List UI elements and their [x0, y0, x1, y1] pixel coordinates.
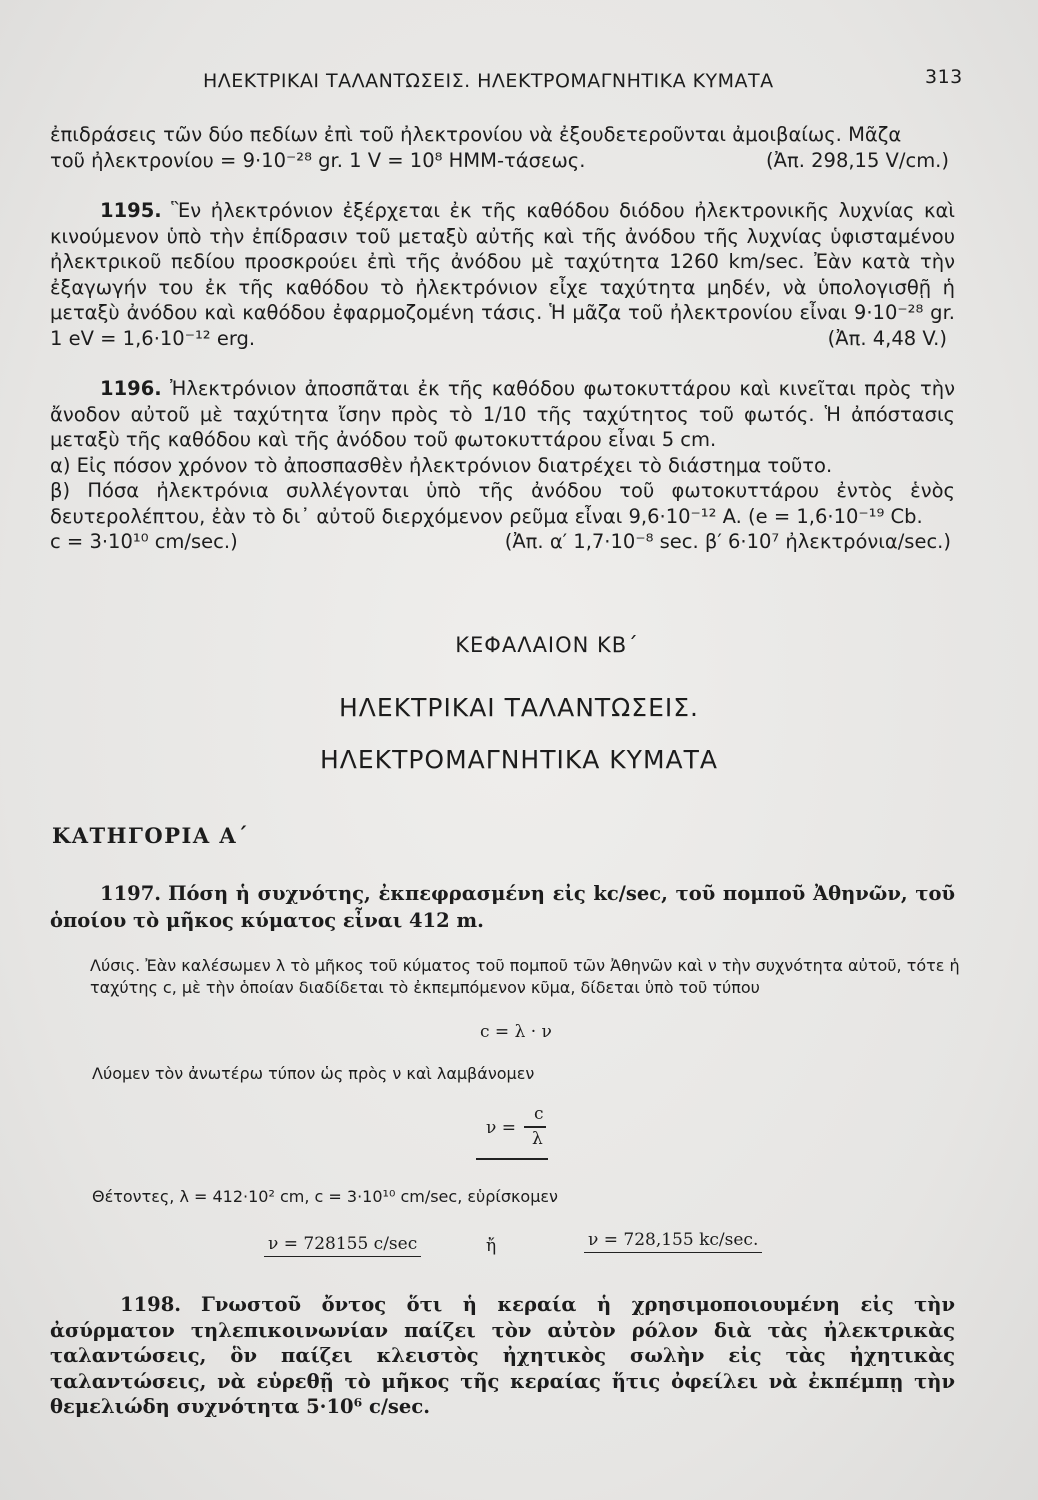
problem-text-1197: Πόση ἡ συχνότης, ἐκπεφρασμένη εἰς kc/sec, τοῦ πομποῦ Ἀθηνῶν, τοῦ ὁποίου τὸ μῆκος κύματος εἶναι 412 m. [50, 882, 956, 932]
formula-c-lambda-nu: c = λ · ν [480, 1022, 552, 1042]
result-c-per-sec [264, 1234, 421, 1254]
problem-text-1196: Ἠλεκτρόνιον ἀποσπᾶται ἐκ τῆς καθόδου φωτοκυττάρου καὶ κινεῖται πρὸς τὴν ἄνοδον αὐτοῦ μὲ ταχύτητα ἴσην πρὸς τὸ 1/10 τῆς ταχύτητος τοῦ φωτός. Ἡ ἀπόστασις μεταξὺ τῆς καθόδου καὶ τῆς ἀνόδου τοῦ φωτοκυττάρου εἶναι 5 cm. [50, 377, 956, 451]
result-kc-per-sec-value: ν = 728,155 kc/sec. [584, 1230, 762, 1253]
fraction-lhs: ν = [486, 1118, 516, 1138]
solution-text: Ἐὰν καλέσωμεν λ τὸ μῆκος τοῦ κύματος τοῦ πομποῦ τῶν Ἀθηνῶν καὶ ν τὴν συχνότητα αὐτοῦ, τότε ἡ ταχύτης c, μὲ τὴν ὁποίαν διαδίδεται τὸ ἐκπεμπόμενον κῦμα, δίδεται ὑπὸ τοῦ τύπου [90, 956, 960, 997]
or-word: ἤ [486, 1236, 497, 1256]
problem-constants-1196: c = 3·10¹⁰ cm/sec.) [50, 530, 238, 553]
problem-number-1198: 1198. [120, 1293, 182, 1316]
problem-answer-1195: (Ἀπ. 4,48 V.) [827, 326, 947, 350]
fraction-underline [476, 1158, 548, 1160]
problem-1197 [50, 880, 955, 934]
problem-number-1197: 1197. [100, 882, 162, 905]
solve-instruction: Λύομεν τὸν ἀνωτέρω τύπον ὡς πρὸς ν καὶ λαμβάνομεν [92, 1064, 535, 1083]
problem-number-1196: 1196. [100, 377, 162, 400]
fraction-nu-c-over-lambda [480, 1104, 650, 1160]
header-title: ΗΛΕΚΤΡΙΚΑΙ ΤΑΛΑΝΤΩΣΕΙΣ. ΗΛΕΚΤΡΟΜΑΓΝΗΤΙΚΑ ΚΥΜΑΤΑ [203, 70, 774, 92]
result-kc-per-sec [584, 1230, 762, 1250]
problem-text-1195: Ἓν ἠλεκτρόνιον ἐξέρχεται ἐκ τῆς καθόδου διόδου ἠλεκτρονικῆς λυχνίας καὶ κινούμενον ὑπὸ τὴν ἐπίδρασιν τοῦ μεταξὺ αὐτῆς καὶ τῆς ἀνόδου τῆς λυχνίας ὑφισταμένου ἠλεκτρικοῦ πεδίου προσκρούει ἐπὶ τῆς ἀνόδου μὲ ταχύτητα 1260 km/sec. Ἐὰν κατὰ τὴν ἐξαγωγήν του ἐκ τῆς καθόδου τὸ ἠλεκτρόνιον εἶχε ταχύτητα μηδέν, νὰ ὑπολογισθῇ ἡ μεταξὺ ἀνόδου καὶ καθόδου ἐφαρμοζομένη τάσις. Ἡ μᾶζα τοῦ ἠλεκτρονίου εἶναι 9·10⁻²⁸ gr. 1 eV = 1,6·10⁻¹² erg. [50, 199, 955, 350]
page-number: 313 [925, 66, 963, 88]
problem-1195 [50, 198, 955, 351]
intro-line-2: τοῦ ἠλεκτρονίου = 9·10⁻²⁸ gr. 1 V = 10⁸ ΗΜΜ-τάσεως. [50, 148, 586, 172]
problem-1196 [50, 376, 955, 555]
problem-part-a-1196: α) Εἰς πόσον χρόνον τὸ ἀποσπασθὲν ἠλεκτρόνιον διατρέχει τὸ διάστημα τοῦτο. [50, 453, 833, 477]
fraction-bar [524, 1126, 546, 1128]
fraction-denominator: λ [532, 1129, 543, 1149]
problem-number-1195: 1195. [100, 199, 162, 222]
chapter-label: ΚΕΦΑΛΑΙΟΝ ΚΒ΄ [455, 633, 639, 657]
substitution-text: Θέτοντες, λ = 412·10² cm, c = 3·10¹⁰ cm/sec, εὑρίσκομεν [92, 1187, 558, 1206]
intro-continuation [50, 122, 955, 173]
solution-label: Λύσις. [90, 956, 141, 975]
chapter-title-line-1: ΗΛΕΚΤΡΙΚΑΙ ΤΑΛΑΝΤΩΣΕΙΣ. [339, 693, 699, 722]
fraction-numerator: c [534, 1104, 544, 1124]
intro-line-1: ἐπιδράσεις τῶν δύο πεδίων ἐπὶ τοῦ ἠλεκτρονίου νὰ ἐξουδετεροῦνται ἀμοιβαίως. Μᾶζα [50, 123, 902, 146]
intro-answer: (Ἀπ. 298,15 V/cm.) [766, 148, 949, 172]
chapter-title-line-2: ΗΛΕΚΤΡΟΜΑΓΝΗΤΙΚΑ ΚΥΜΑΤΑ [319, 745, 718, 774]
problem-answer-1196: (Ἀπ. α′ 1,7·10⁻⁸ sec. β′ 6·10⁷ ἠλεκτρόνια/sec.) [504, 530, 951, 553]
category-heading: ΚΑΤΗΓΟΡΙΑ Α΄ [52, 823, 250, 848]
problem-part-b-1196: β) Πόσα ἠλεκτρόνια συλλέγονται ὑπὸ τῆς ἀνόδου τοῦ φωτοκυττάρου ἐντὸς ἑνὸς δευτερολέπτου, ἐὰν τὸ δι᾽ αὐτοῦ διερχόμενον ρεῦμα εἶναι 9,6·10⁻¹² A. (e = 1,6·10⁻¹⁹ Cb. [50, 479, 955, 528]
solution-1197 [90, 955, 960, 999]
problem-text-1198: Γνωστοῦ ὄντος ὅτι ἡ κεραία ἡ χρησιμοποιουμένη εἰς τὴν ἀσύρματον τηλεπικοινωνίαν παίζει τὸν αὐτὸν ρόλον διὰ τὰς ἠλεκτρικὰς ταλαντώσεις, ὃν παίζει κλειστὸς ἠχητικὸς σωλὴν εἰς τὰς ἠχητικὰς ταλαντώσεις, νὰ εὑρεθῇ τὸ μῆκος τῆς κεραίας ἥτις ὀφείλει νὰ ἐκπέμπῃ τὴν θεμελιώδη συχνότητα 5·10⁶ c/sec. [50, 1293, 955, 1418]
problem-1198 [50, 1292, 955, 1420]
result-c-per-sec-value: ν = 728155 c/sec [264, 1234, 421, 1257]
running-header [0, 66, 1038, 94]
